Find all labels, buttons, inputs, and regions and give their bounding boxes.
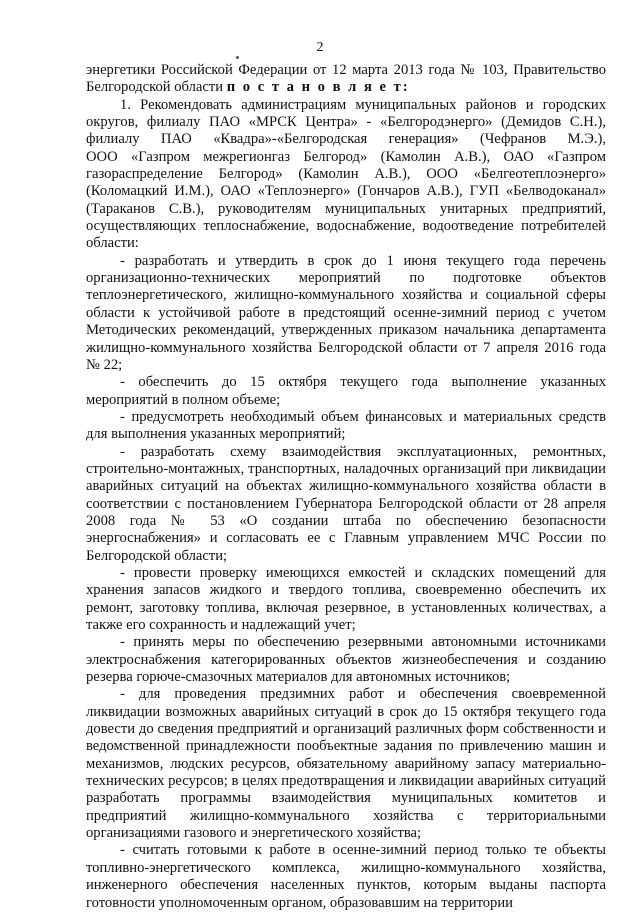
bullet-item bbox=[86, 842, 606, 911]
text-line bbox=[86, 374, 606, 391]
text-line-content: теплоэнергетического, жилищно-коммунального хозяйства и социальной сферы bbox=[86, 287, 606, 304]
text-line bbox=[86, 392, 606, 409]
text-line bbox=[86, 860, 606, 877]
text-line-content: также его сохранность и надлежащий учет; bbox=[86, 617, 356, 633]
text-line-content: энергетики Российской Федерации от 12 марта 2013 года № 103, Правительство bbox=[86, 62, 606, 78]
text-line-content: энергоснабжения» и согласовать ее с Главным управлением МЧС России по bbox=[86, 530, 606, 547]
text-line-content: газораспределение Белгород» (Камолин А.В.), ООО «Белгеотеплоэнерго» bbox=[86, 166, 606, 183]
text-line bbox=[86, 548, 606, 565]
text-line bbox=[86, 201, 606, 218]
page-number: 2 bbox=[316, 40, 324, 55]
bullet-item bbox=[86, 634, 606, 686]
text-line bbox=[86, 825, 606, 842]
text-line bbox=[86, 62, 606, 79]
text-line bbox=[86, 582, 606, 599]
text-line bbox=[86, 149, 606, 166]
text-line-content: № 22; bbox=[86, 356, 123, 373]
text-line-content: предприятий жилищно-коммунального хозяйства с территориальными bbox=[86, 807, 606, 824]
text-line-content: ликвидации возможных аварийных ситуаций в срок до 15 октября текущего года bbox=[86, 703, 606, 720]
text-line bbox=[86, 183, 606, 200]
text-line-content: ведомственной принадлежности пообъектные задания по привлечению машин и bbox=[86, 738, 606, 755]
paragraph-continuation bbox=[86, 62, 606, 97]
text-line bbox=[86, 513, 606, 530]
text-line bbox=[86, 617, 606, 634]
bullet-item bbox=[86, 444, 606, 565]
text-line-content: технических ресурсов; в целях предотвращения и ликвидации аварийных ситуаций bbox=[86, 773, 606, 790]
text-line bbox=[86, 79, 606, 96]
text-line-content: резерва горюче-смазочных материалов для автономных источников; bbox=[86, 669, 511, 686]
text-line-content: (Коломацкий И.М.), ОАО «Теплоэнерго» (Гончаров А.В.), ГУП «Белводоканал» bbox=[86, 183, 606, 200]
text-line bbox=[86, 287, 606, 304]
text-line-content: ремонт, заготовку топлива, включая резервное, в установленных количествах, а bbox=[86, 599, 606, 616]
text-line-content: - разработать схему взаимодействия эксплуатационных, ремонтных, bbox=[120, 443, 606, 460]
text-line bbox=[86, 270, 606, 287]
text-line bbox=[86, 669, 606, 686]
text-line bbox=[86, 496, 606, 513]
text-line-content: механизмов, людских ресурсов, обязательному аварийному запасу материально- bbox=[86, 755, 606, 772]
text-line bbox=[86, 218, 606, 235]
text-line bbox=[86, 790, 606, 807]
text-line bbox=[86, 634, 606, 651]
text-line bbox=[86, 842, 606, 859]
text-line-content: организациями газового и энергетического хозяйства; bbox=[86, 825, 422, 842]
text-line bbox=[86, 305, 606, 322]
bullet-item bbox=[86, 253, 606, 374]
text-line-content: Белгородской области; bbox=[86, 547, 228, 564]
text-line-content: филиалу ПАО «Квадра»-«Белгородская генерация» (Чефранов М.Э.), bbox=[86, 131, 606, 148]
numbered-item bbox=[86, 97, 606, 253]
text-line-content: - обеспечить до 15 октября текущего года выполнение указанных bbox=[120, 374, 606, 391]
text-line-content: хранения запасов жидкого и твердого топлива, своевременно обеспечить их bbox=[86, 582, 606, 599]
text-line bbox=[86, 704, 606, 721]
text-line-content: разработать программы взаимодействия муниципальных комитетов и bbox=[86, 790, 606, 807]
text-line bbox=[86, 357, 606, 374]
text-line bbox=[86, 444, 606, 461]
text-line-content: - принять меры по обеспечению резервными автономными источниками bbox=[120, 634, 606, 651]
text-line bbox=[86, 409, 606, 426]
text-line bbox=[86, 686, 606, 703]
text-line-content: - для проведения предзимних работ и обеспечения своевременной bbox=[120, 686, 606, 703]
text-line-content: области: bbox=[86, 235, 139, 252]
text-line bbox=[86, 721, 606, 738]
text-line bbox=[86, 738, 606, 755]
text-line bbox=[86, 461, 606, 478]
text-line bbox=[86, 530, 606, 547]
text-line bbox=[86, 97, 606, 114]
text-line-content: организационно-технических мероприятий по подготовке объектов bbox=[86, 270, 606, 287]
text-line-content: строительно-монтажных, транспортных, наладочных организаций при ликвидации bbox=[86, 460, 606, 477]
text-line-content: готовности уполномоченным органом, образовавшим на территории bbox=[86, 894, 513, 911]
text-line-content: Методических рекомендаций, утвержденных приказом начальника департамента bbox=[86, 322, 606, 339]
text-line-content: - провести проверку имеющихся емкостей и складских помещений для bbox=[120, 564, 606, 581]
text-line-content: довести до сведения предприятий и организаций различных форм собственности и bbox=[86, 721, 606, 738]
text-line-content: соответствии с постановлением Губернатора Белгородской области от 28 апреля bbox=[86, 495, 606, 512]
text-line bbox=[86, 340, 606, 357]
bullet-item bbox=[86, 565, 606, 634]
text-line-content: (Тараканов С.В.), руководителям муниципальных унитарных предприятий, bbox=[86, 200, 606, 217]
text-line bbox=[86, 253, 606, 270]
resolution-keyword: п о с т а н о в л я е т: bbox=[226, 79, 410, 96]
text-line bbox=[86, 808, 606, 825]
text-line bbox=[86, 895, 606, 912]
text-line-content: - предусмотреть необходимый объем финансовых и материальных средств bbox=[120, 408, 606, 425]
text-line-content: области к устойчивой работе в предстоящий осенне-зимний период с учетом bbox=[86, 304, 606, 321]
text-line-content: округов, филиалу ПАО «МРСК Центра» - «Белгородэнерго» (Демидов С.Н.), bbox=[86, 114, 606, 131]
text-line bbox=[86, 322, 606, 339]
text-line bbox=[86, 600, 606, 617]
text-line-content: электроснабжения категорированных объектов жизнеобеспечения и созданию bbox=[86, 651, 606, 668]
text-line-content: 2008 года № 53 «О создании штаба по обеспечению безопасности bbox=[86, 512, 606, 529]
text-line bbox=[86, 478, 606, 495]
text-line-content: - считать готовыми к работе в осенне-зимний период только те объекты bbox=[120, 842, 606, 859]
text-line-content: ООО «Газпром межрегионгаз Белгород» (Камолин А.В.), ОАО «Газпром bbox=[86, 148, 606, 165]
text-line-content: топливно-энергетического комплекса, жилищно-коммунального хозяйства, bbox=[86, 859, 606, 876]
text-line bbox=[86, 756, 606, 773]
text-line bbox=[86, 426, 606, 443]
text-line bbox=[86, 877, 606, 894]
document-body bbox=[86, 62, 606, 912]
text-line-content: жилищно-коммунального хозяйства Белгородской области от 7 апреля 2016 года bbox=[86, 339, 606, 356]
text-line-content: 1. Рекомендовать администрациям муниципальных районов и городских bbox=[120, 96, 606, 113]
text-line bbox=[86, 235, 606, 252]
text-line-content: осуществляющих теплоснабжение, водоснабжение, водоотведение потребителей bbox=[86, 218, 606, 235]
text-line bbox=[86, 131, 606, 148]
text-line-content: для выполнения указанных мероприятий; bbox=[86, 426, 346, 443]
text-line bbox=[86, 652, 606, 669]
text-line bbox=[86, 565, 606, 582]
text-line bbox=[86, 773, 606, 790]
bullet-item bbox=[86, 686, 606, 842]
scan-speck bbox=[236, 56, 239, 59]
bullet-item bbox=[86, 409, 606, 444]
text-line-content: инженерного обеспечения населенных пунктов, которым выданы паспорта bbox=[86, 877, 606, 894]
text-line-content: Белгородской области bbox=[86, 79, 224, 96]
text-line-content: мероприятий в полном объеме; bbox=[86, 391, 281, 408]
text-line-content: аварийных ситуаций на объектах жилищно-коммунального хозяйства области в bbox=[86, 478, 606, 495]
text-line bbox=[86, 166, 606, 183]
text-line bbox=[86, 114, 606, 131]
bullet-item bbox=[86, 374, 606, 409]
text-line-content: - разработать и утвердить в срок до 1 июня текущего года перечень bbox=[120, 252, 606, 269]
